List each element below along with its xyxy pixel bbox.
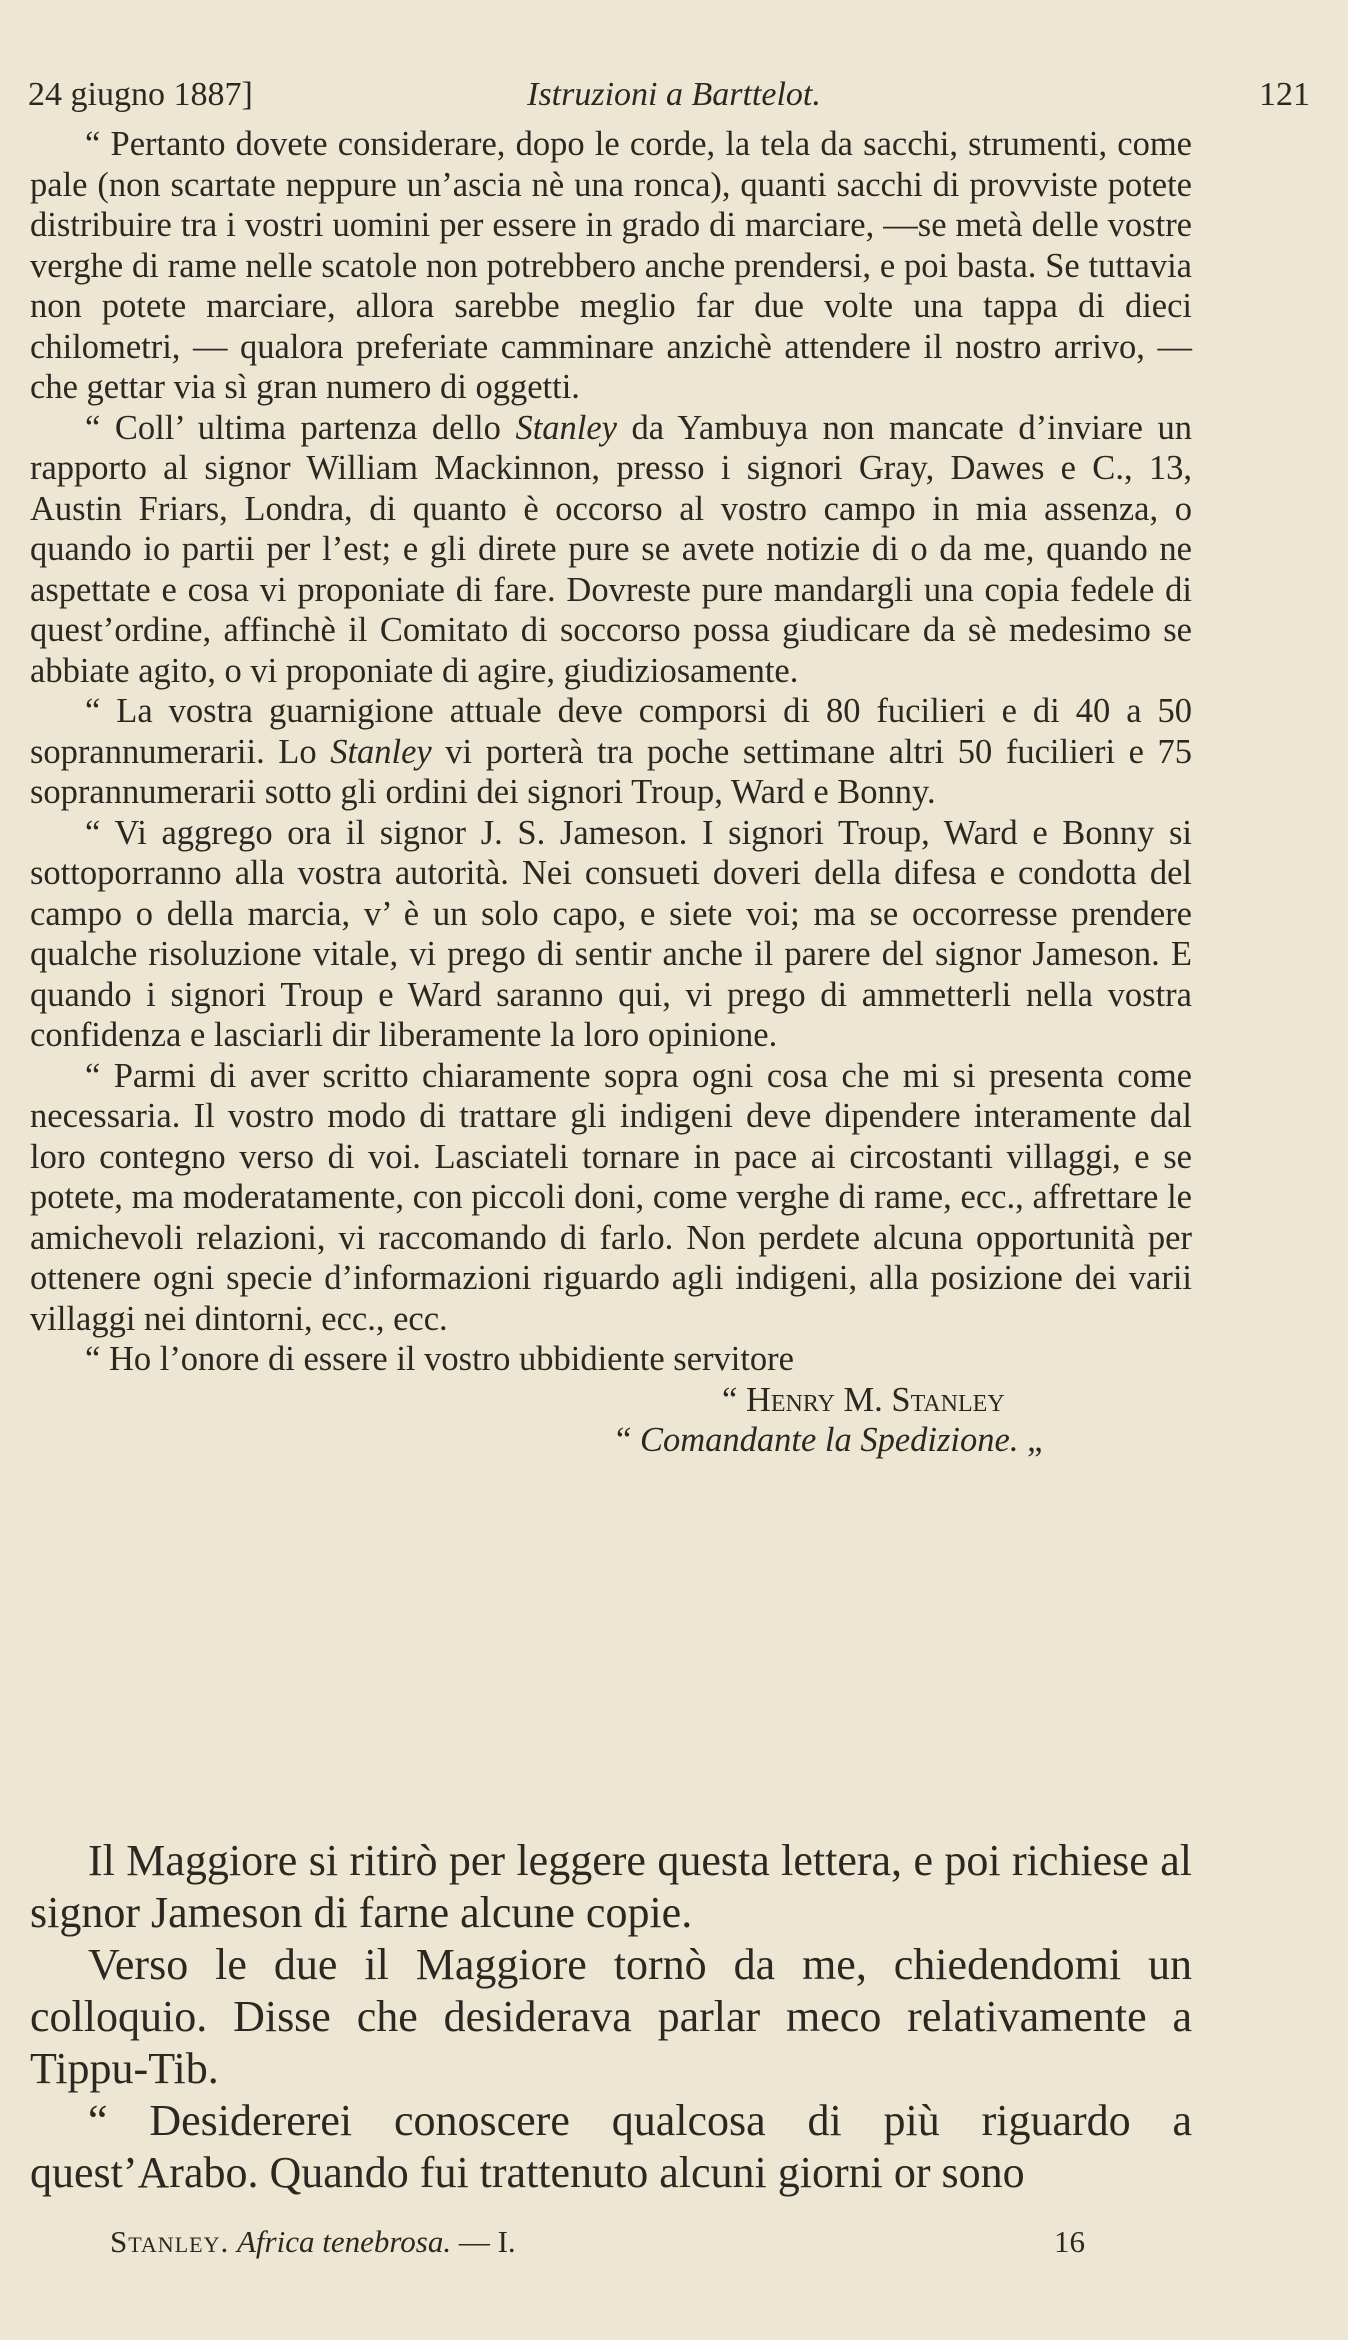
ship-name: Stanley — [330, 732, 432, 771]
header-date: 24 giugno 1887] — [28, 76, 253, 113]
quote-mark: “ — [616, 1421, 640, 1459]
letter-paragraph-3-start: “ La vostra guarnigione attuale deve comporsi di 80 fucilieri e di 40 a 50 soprannumerarii. Lo — [30, 692, 1192, 771]
ship-name: Stanley — [515, 408, 617, 447]
footer-signature-mark: 16 — [1054, 2224, 1085, 2259]
letter-paragraph-2 — [30, 408, 1192, 692]
running-header — [28, 70, 1320, 120]
narrative-paragraph-2: Verso le due il Maggiore tornò da me, chiedendomi un colloquio. Disse che desiderava parlar meco relativamente a Tippu-Tib. — [30, 1940, 1192, 2093]
letter-paragraph-2-rest: da Yambuya non mancate d’inviare un rapporto al signor William Mackinnon, presso i signori Gray, Dawes e C., 13, Austin Friars, Londra, di quanto è occorso al vostro campo in mia assenza, o quando io partii per l’est; e gli direte pure se avete notizie di o da me, quando ne aspettate e cosa vi proponiate di fare. Dovreste pure mandargli una copia fedele di quest’ordine, affinchè il Comitato di soccorso possa giudicare da sè medesimo se abbiate agito, o vi proponiate di agire, giudiziosamente. — [30, 408, 1192, 690]
narrative-paragraph-3: “ Desidererei conoscere qualcosa di più riguardo a quest’Arabo. Quando fui trattenuto alcuni giorni or sono — [30, 2096, 1192, 2197]
signature-name-line — [30, 1380, 1192, 1421]
quote-mark: “ — [722, 1380, 746, 1419]
footer-author: Stanley. — [110, 2224, 230, 2259]
letter-paragraph-6: “ Ho l’onore di essere il vostro ubbidiente servitore — [85, 1340, 794, 1378]
letter-paragraph-2-start: “ Coll’ ultima partenza dello — [85, 408, 516, 447]
letter-paragraph-1: “ Pertanto dovete considerare, dopo le corde, la tela da sacchi, strumenti, come pale (non scartate neppure un’ascia nè una ronca), quanti sacchi di provviste potete distribuire tra i vostri uomini per essere in grado di marciare, —se metà delle vostre verghe di rame nelle scatole non potrebbero anche prendersi, e poi basta. Se tuttavia non potete marciare, allora sarebbe meglio far due volte una tappa di dieci chilometri, — qualora preferiate camminare anzichè attendere il nostro arrivo, — che gettar via sì gran numero di oggetti. — [30, 125, 1192, 406]
signature-title-line — [30, 1420, 1192, 1461]
narrative-text — [30, 1835, 1192, 2199]
page-footer — [110, 2220, 1288, 2264]
header-title: Istruzioni a Barttelot. — [527, 76, 821, 113]
closing-quote: „ — [1018, 1421, 1043, 1459]
letter-paragraph-3-rest: vi porterà tra poche settimane altri 50 fucilieri e 75 soprannumerarii sotto gli ordini dei signori Troup, Ward e Bonny. — [30, 732, 1192, 811]
letter-paragraph-4: “ Vi aggrego ora il signor J. S. Jameson. I signori Troup, Ward e Bonny si sottoporranno alla vostra autorità. Nei consueti doveri della difesa e condotta del campo o della marcia, v’ è un solo capo, e siete voi; ma se occorresse prendere qualche risoluzione vitale, vi prego di sentir anche il parere del signor Jameson. E quando i signori Troup e Ward saranno qui, vi prego di ammetterli nella vostra confidenza e lasciarli dir liberamente la loro opinione. — [30, 813, 1192, 1054]
signature-title: Comandante la Spedizione. — [639, 1421, 1019, 1459]
page-number: 121 — [1259, 76, 1310, 113]
letter-paragraph-5: “ Parmi di aver scritto chiaramente sopra ogni cosa che mi si presenta come necessaria. Il vostro modo di trattare gli indigeni deve dipendere interamente dal loro contegno verso di voi. Lasciateli tornare in pace ai circostanti villaggi, e se potete, ma moderatamente, con piccoli doni, come verghe di rame, ecc., affrettare le amichevoli relazioni, vi raccomando di farlo. Non perdete alcuna opportunità per ottenere ogni specie d’informazioni riguardo agli indigeni, alla posizione dei varii villaggi nei dintorni, ecc., ecc. — [30, 1056, 1192, 1338]
footer-work: Africa tenebrosa. — [236, 2224, 452, 2259]
letter-text — [30, 124, 1192, 1461]
footer-volume: — I. — [458, 2224, 516, 2259]
letter-paragraph-3 — [30, 691, 1192, 813]
narrative-paragraph-1: Il Maggiore si ritirò per leggere questa lettera, e poi richiese al signor Jameson di farne alcune copie. — [30, 1836, 1192, 1937]
signature-name: Henry M. Stanley — [745, 1380, 1005, 1419]
